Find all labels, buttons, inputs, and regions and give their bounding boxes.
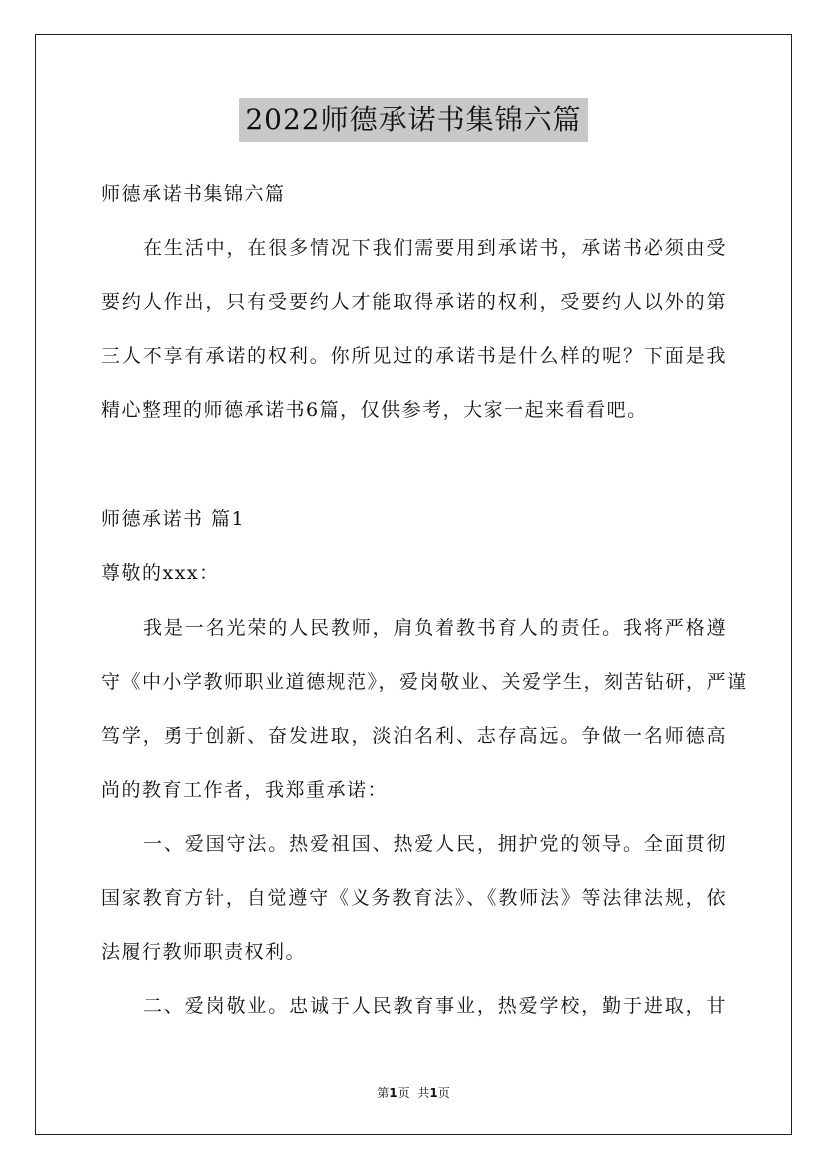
- paragraph-line: 要约人作出，只有受要约人才能取得承诺的权利，受要约人以外的第: [101, 291, 727, 313]
- page-prefix: 第: [377, 1086, 390, 1100]
- page-number: 1: [389, 1086, 398, 1100]
- section-heading: 师德承诺书 篇1: [101, 508, 246, 530]
- paragraph-line: 国家教育方针，自觉遵守《义务教育法》、《教师法》等法律法规，依: [101, 887, 727, 909]
- total-prefix: 共: [417, 1086, 430, 1100]
- paragraph-line: 笃学，勇于创新、奋发进取，淡泊名利、志存高远。争做一名师德高: [101, 725, 727, 747]
- paragraph-line: 我是一名光荣的人民教师，肩负着教书育人的责任。我将严格遵: [143, 617, 727, 639]
- page-footer: [0, 1084, 827, 1101]
- paragraph-line: 尚的教育工作者，我郑重承诺：: [101, 779, 389, 801]
- paragraph-line: 守《中小学教师职业道德规范》，爱岗敬业、关爱学生，刻苦钻研，严谨: [101, 671, 748, 693]
- total-pages: 1: [429, 1086, 438, 1100]
- paragraph-line: 在生活中，在很多情况下我们需要用到承诺书，承诺书必须由受: [143, 237, 727, 259]
- document-title: 2022师德承诺书集锦六篇: [239, 98, 587, 142]
- paragraph-line: 精心整理的师德承诺书6篇，仅供参考，大家一起来看看吧。: [101, 399, 648, 421]
- paragraph-line: 一、爱国守法。热爱祖国、热爱人民，拥护党的领导。全面贯彻: [143, 833, 727, 855]
- total-suffix: 页: [437, 1086, 450, 1100]
- paragraph-line: 三人不享有承诺的权利。你所见过的承诺书是什么样的呢？下面是我: [101, 345, 727, 367]
- title-container: [0, 98, 827, 142]
- paragraph-line: 法履行教师职责权利。: [101, 941, 307, 963]
- page-suffix: 页: [397, 1086, 410, 1100]
- subtitle-line: 师德承诺书集锦六篇: [101, 183, 286, 205]
- salutation: 尊敬的xxx：: [101, 562, 220, 584]
- paragraph-line: 二、爱岗敬业。忠诚于人民教育事业，热爱学校，勤于进取，甘: [143, 995, 727, 1017]
